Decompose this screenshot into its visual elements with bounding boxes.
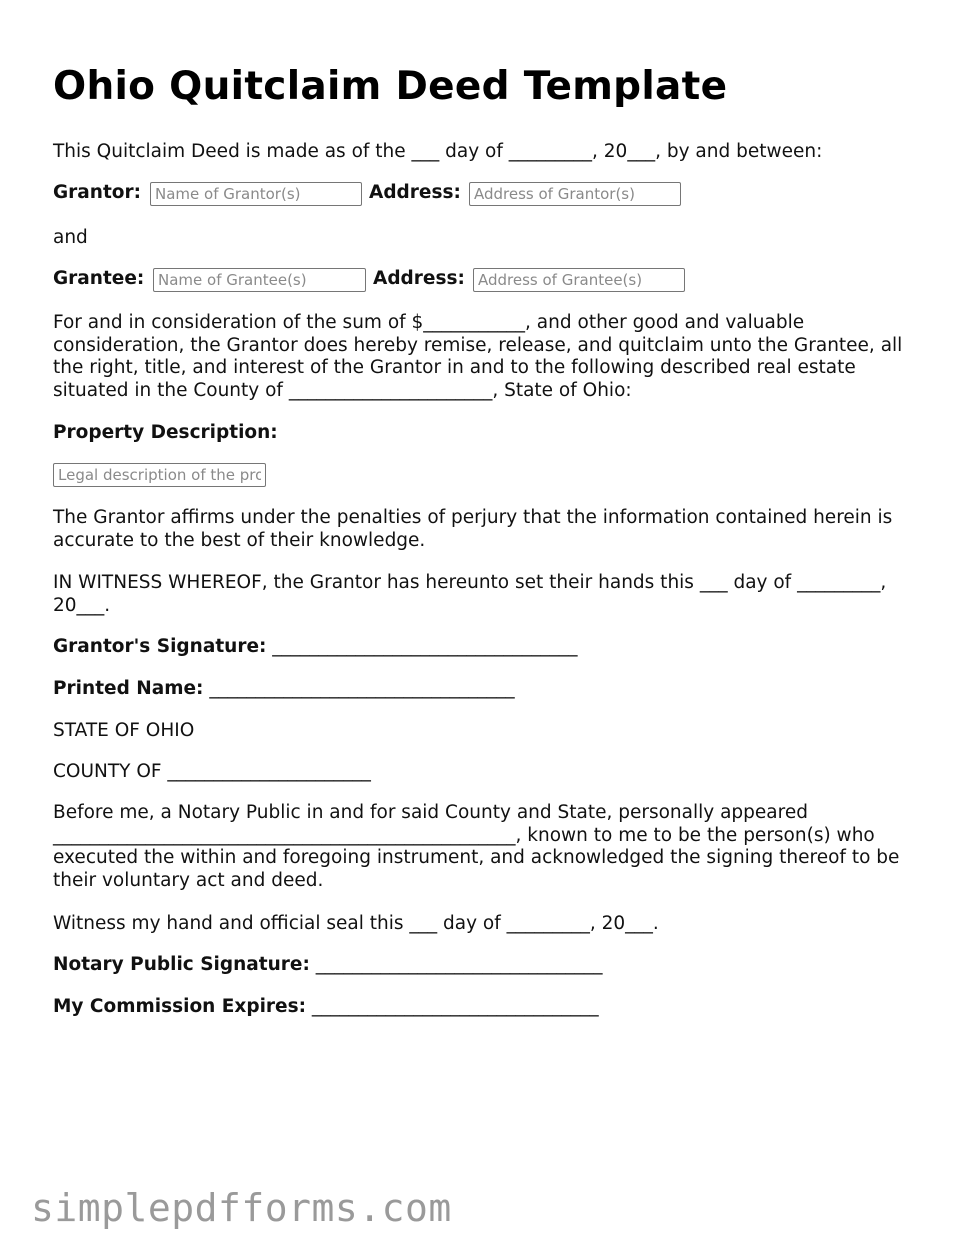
grantor-label: Grantor: bbox=[53, 182, 142, 203]
grantor-row bbox=[53, 181, 933, 207]
grantee-name-input[interactable] bbox=[153, 268, 366, 292]
property-description-label: Property Description: bbox=[53, 422, 278, 443]
commission-expires-blank: _______________________________ bbox=[311, 996, 599, 1017]
grantor-signature-line bbox=[53, 635, 578, 658]
grantor-address-label: Address: bbox=[369, 182, 461, 203]
grantor-name-input[interactable] bbox=[150, 182, 362, 206]
grantor-address-input[interactable] bbox=[469, 182, 681, 206]
grantee-address-input[interactable] bbox=[473, 268, 685, 292]
grantee-label: Grantee: bbox=[53, 268, 145, 289]
state-line: STATE OF OHIO bbox=[53, 720, 195, 741]
seal-text: Witness my hand and official seal this ___ day of _________, 20___. bbox=[53, 913, 659, 934]
witness-text: IN WITNESS WHEREOF, the Grantor has hereunto set their hands this ___ day of _________, 20___. bbox=[53, 572, 887, 616]
notary-signature-blank: _______________________________ bbox=[315, 954, 603, 975]
page-title: Ohio Quitclaim Deed Template bbox=[53, 64, 728, 109]
consideration-text: For and in consideration of the sum of $___________, and other good and valuable consideration, the Grantor does hereby remise, release, and quitclaim unto the Grantee, all the right, title, and interest of the Grantor in and to the following described real estate situated in the County of ______________________, State of Ohio: bbox=[53, 312, 903, 401]
grantee-row bbox=[53, 267, 933, 293]
intro-text: This Quitclaim Deed is made as of the ___ day of _________, 20___, by and between: bbox=[53, 141, 823, 162]
printed-name-blank: _________________________________ bbox=[209, 678, 515, 699]
and-text: and bbox=[53, 227, 88, 248]
notary-signature-line bbox=[53, 953, 603, 976]
printed-name-label: Printed Name: bbox=[53, 678, 204, 699]
notary-acknowledgment-text: Before me, a Notary Public in and for said County and State, personally appeared __________________________________________________, known to me to be the person(s) who executed the within and foregoing instrument, and acknowledged the signing thereof to be their voluntary act and deed. bbox=[53, 802, 900, 891]
affirmation-text: The Grantor affirms under the penalties of perjury that the information contained herein is accurate to the best of their knowledge. bbox=[53, 507, 893, 551]
site-watermark: simplepdfforms.com bbox=[31, 1186, 452, 1230]
property-description-input[interactable] bbox=[53, 463, 266, 487]
commission-expires-label: My Commission Expires: bbox=[53, 996, 307, 1017]
grantor-signature-label: Grantor's Signature: bbox=[53, 636, 267, 657]
grantor-signature-blank: _________________________________ bbox=[272, 636, 578, 657]
county-line: COUNTY OF ______________________ bbox=[53, 761, 371, 782]
notary-signature-label: Notary Public Signature: bbox=[53, 954, 310, 975]
grantee-address-label: Address: bbox=[373, 268, 465, 289]
commission-expires-line bbox=[53, 995, 599, 1018]
printed-name-line bbox=[53, 677, 515, 700]
